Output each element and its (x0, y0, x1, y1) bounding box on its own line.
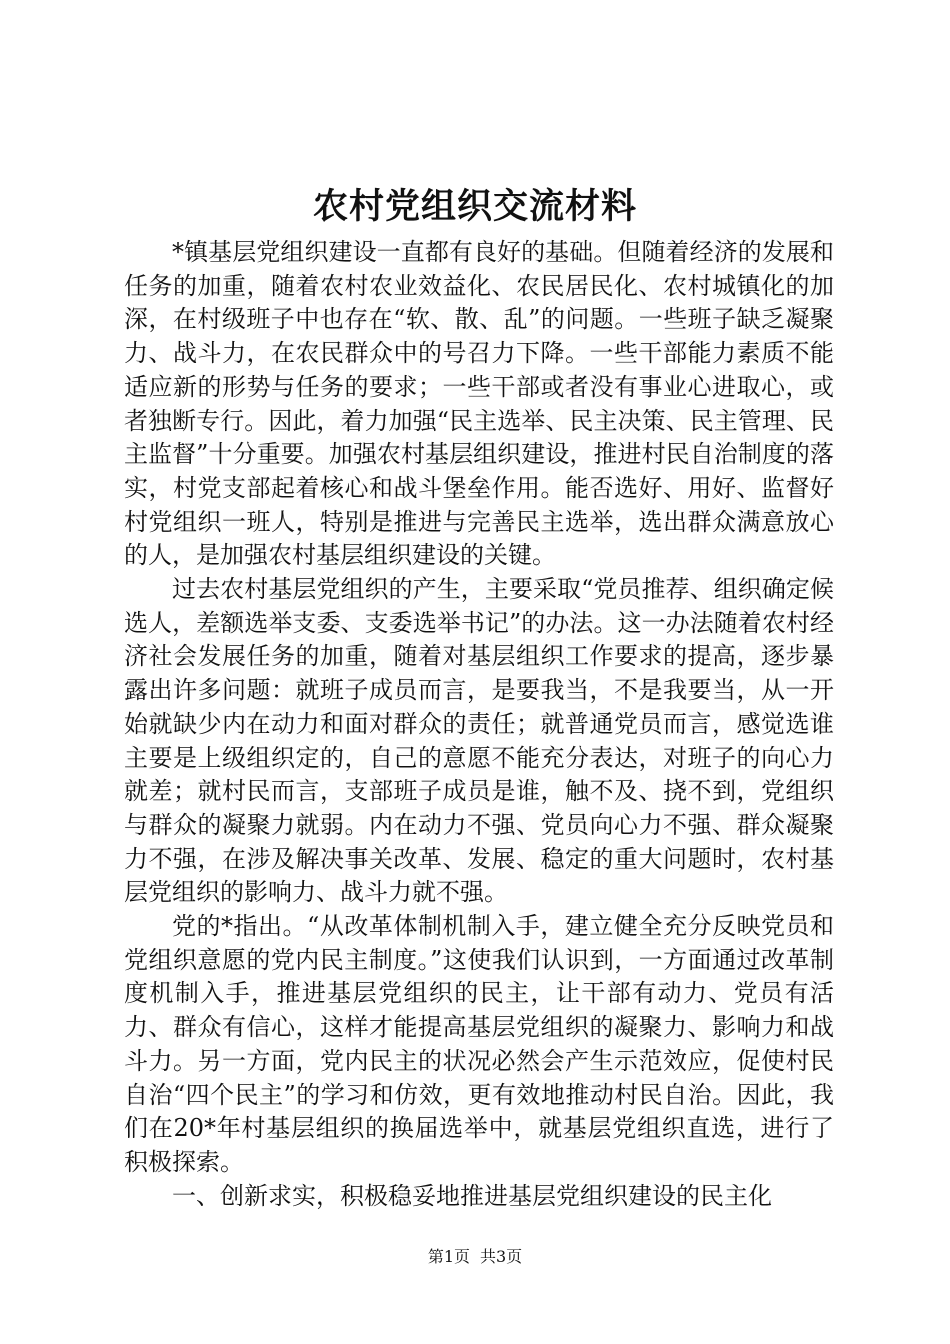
page-total: 共3页 (480, 1247, 523, 1266)
paragraph-1: *镇基层党组织建设一直都有良好的基础。但随着经济的发展和任务的加重，随着农村农业效益化、农民居民化、农村城镇化的加深，在村级班子中也存在“软、散、乱”的问题。一些班子缺乏凝聚力、战斗力，在农民群众中的号召力下降。一些干部能力素质不能适应新的形势与任务的要求；一些干部或者没有事业心进取心，或者独断专行。因此，着力加强“民主选举、民主决策、民主管理、民主监督”十分重要。加强农村基层组织建设，推进村民自治制度的落实，村党支部起着核心和战斗堡垒作用。能否选好、用好、监督好村党组织一班人，特别是推进与完善民主选举，选出群众满意放心的人，是加强农村基层组织建设的关键。 (124, 238, 834, 570)
section-heading-1: 一、创新求实，积极稳妥地推进基层党组织建设的民主化 (172, 1181, 772, 1210)
document-title: 农村党组织交流材料 (312, 186, 637, 227)
document-body (124, 236, 834, 1213)
page-number: 第1页 (427, 1247, 470, 1266)
paragraph-3: 党的*指出。“从改革体制机制入手，建立健全充分反映党员和党组织意愿的党内民主制度。”这使我们认识到，一方面通过改革制度机制入手，推进基层党组织的民主，让干部有动力、党员有活力、群众有信心，这样才能提高基层党组织的凝聚力、影响力和战斗力。另一方面，党内民主的状况必然会产生示范效应，促使村民自治“四个民主”的学习和仿效，更有效地推动村民自治。因此，我们在20*年村基层组织的换届选举中，就基层党组织直选，进行了积极探索。 (124, 912, 834, 1176)
paragraph-2: 过去农村基层党组织的产生，主要采取“党员推荐、组织确定候选人，差额选举支委、支委选举书记”的办法。这一办法随着农村经济社会发展任务的加重，随着对基层组织工作要求的提高，逐步暴露出许多问题：就班子成员而言，是要我当，不是我要当，从一开始就缺少内在动力和面对群众的责任；就普通党员而言，感觉选谁主要是上级组织定的，自己的意愿不能充分表达，对班子的向心力就差；就村民而言，支部班子成员是谁，触不及、挠不到，党组织与群众的凝聚力就弱。内在动力不强、党员向心力不强、群众凝聚力不强，在涉及解决事关改革、发展、稳定的重大问题时，农村基层党组织的影响力、战斗力就不强。 (124, 575, 834, 907)
page-footer (0, 1246, 950, 1268)
